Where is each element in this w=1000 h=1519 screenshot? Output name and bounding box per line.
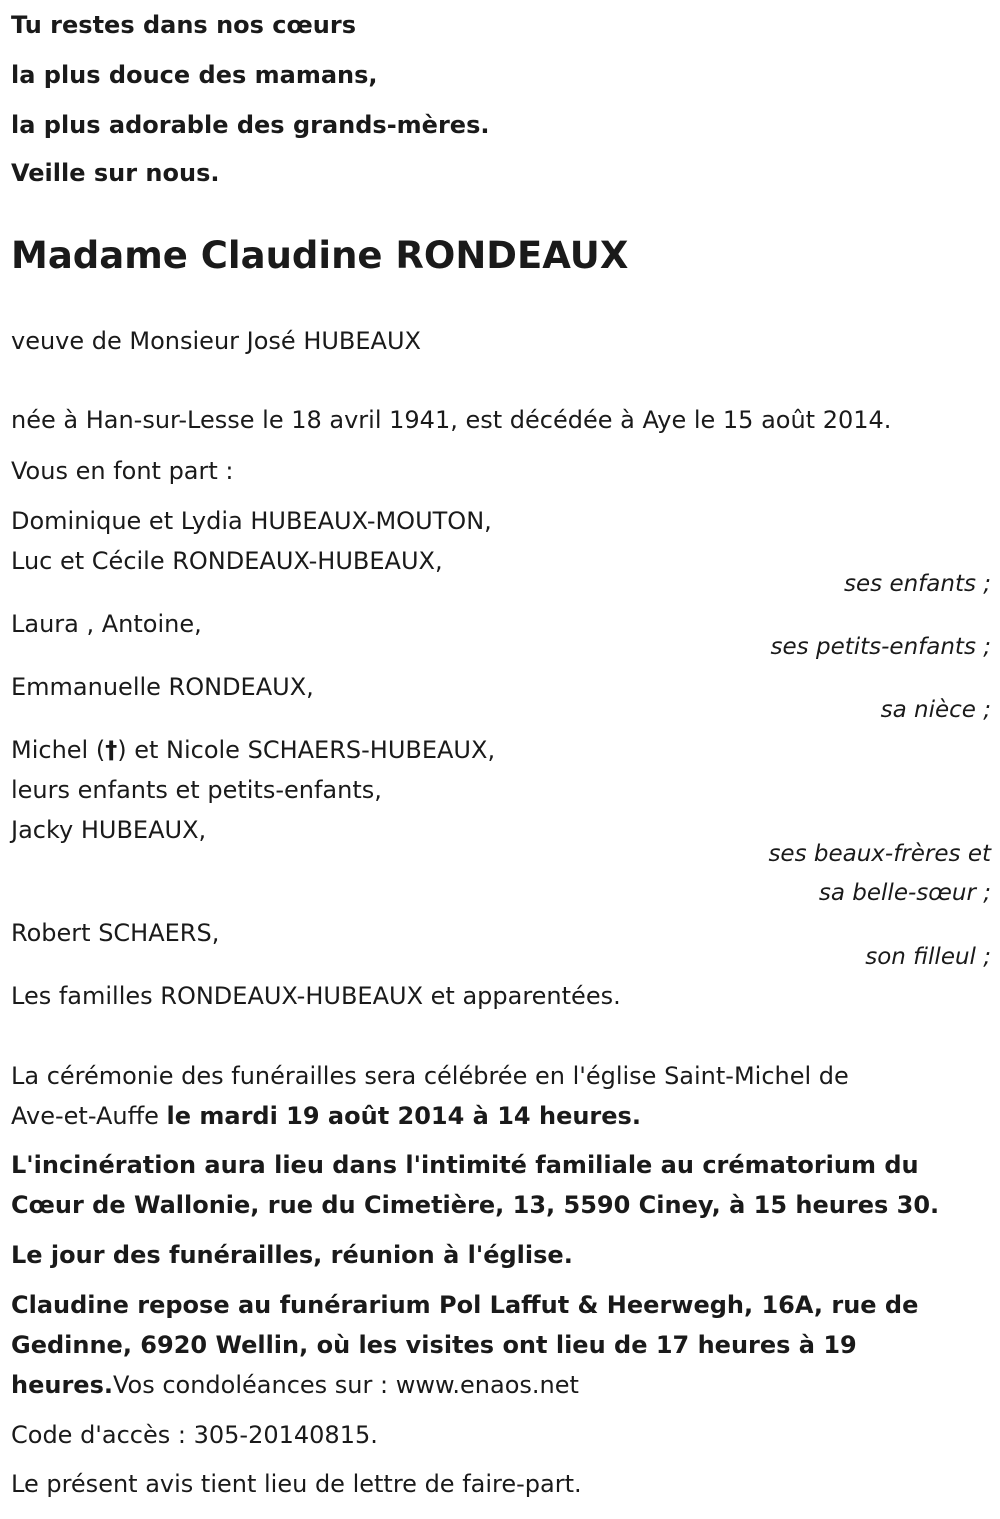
- niece: Emmanuelle RONDEAUX,: [11, 673, 314, 701]
- inlaws-line-3: Jacky HUBEAUX,: [11, 816, 207, 844]
- ceremony-line-1: La cérémonie des funérailles sera célébrée en l'église Saint-Michel de: [11, 1062, 849, 1090]
- grandchildren-role: ses petits-enfants ;: [770, 634, 991, 660]
- children-role: ses enfants ;: [844, 571, 991, 597]
- access-code: Code d'accès : 305-20140815.: [11, 1421, 378, 1449]
- poem-line-2: la plus douce des mamans,: [11, 61, 378, 89]
- families: Les familles RONDEAUX-HUBEAUX et apparentées.: [11, 982, 621, 1010]
- ceremony-location: Ave-et-Auffe: [11, 1102, 167, 1130]
- inlaws-line-1: [11, 735, 495, 765]
- children-line-1: Dominique et Lydia HUBEAUX-MOUTON,: [11, 507, 492, 535]
- niece-role: sa nièce ;: [880, 697, 991, 723]
- announce: Vous en font part :: [11, 457, 234, 485]
- godson: Robert SCHAERS,: [11, 919, 220, 947]
- closing: Le présent avis tient lieu de lettre de faire-part.: [11, 1470, 582, 1498]
- ceremony-datetime: le mardi 19 août 2014 à 14 heures.: [166, 1102, 641, 1130]
- cremation-line-2: Cœur de Wallonie, rue du Cimetière, 13, 5590 Ciney, à 15 heures 30.: [11, 1191, 940, 1219]
- inlaws-role-1: ses beaux-frères et: [768, 841, 991, 867]
- cross-icon: †: [105, 736, 118, 764]
- poem-line-3: la plus adorable des grands-mères.: [11, 111, 490, 139]
- godson-role: son filleul ;: [865, 944, 991, 970]
- grandchildren: Laura , Antoine,: [11, 610, 202, 638]
- funerarium-line-2: Gedinne, 6920 Wellin, où les visites ont lieu de 17 heures à 19: [11, 1331, 857, 1359]
- inlaws-line-1-pre: Michel (: [11, 736, 106, 764]
- inlaws-line-2: leurs enfants et petits-enfants,: [11, 776, 382, 804]
- poem-line-1: Tu restes dans nos cœurs: [11, 11, 356, 39]
- condolences-link[interactable]: Vos condoléances sur : www.enaos.net: [112, 1371, 579, 1399]
- inlaws-line-1-post: ) et Nicole SCHAERS-HUBEAUX,: [117, 736, 496, 764]
- children-line-2: Luc et Cécile RONDEAUX-HUBEAUX,: [11, 547, 443, 575]
- birth-death: née à Han-sur-Lesse le 18 avril 1941, est décédée à Aye le 15 août 2014.: [11, 406, 892, 434]
- meeting: Le jour des funérailles, réunion à l'église.: [11, 1241, 573, 1269]
- funerarium-hours-end: heures.: [11, 1371, 113, 1399]
- deceased-name: Madame Claudine RONDEAUX: [11, 234, 629, 277]
- poem-line-4: Veille sur nous.: [11, 159, 220, 187]
- inlaws-role-2: sa belle-sœur ;: [818, 880, 991, 906]
- funerarium-line-3: [11, 1370, 579, 1400]
- ceremony-line-2: [11, 1101, 641, 1131]
- cremation-line-1: L'incinération aura lieu dans l'intimité familiale au crématorium du: [11, 1151, 919, 1179]
- widow-of: veuve de Monsieur José HUBEAUX: [11, 327, 421, 355]
- funerarium-line-1: Claudine repose au funérarium Pol Laffut & Heerwegh, 16A, rue de: [11, 1291, 919, 1319]
